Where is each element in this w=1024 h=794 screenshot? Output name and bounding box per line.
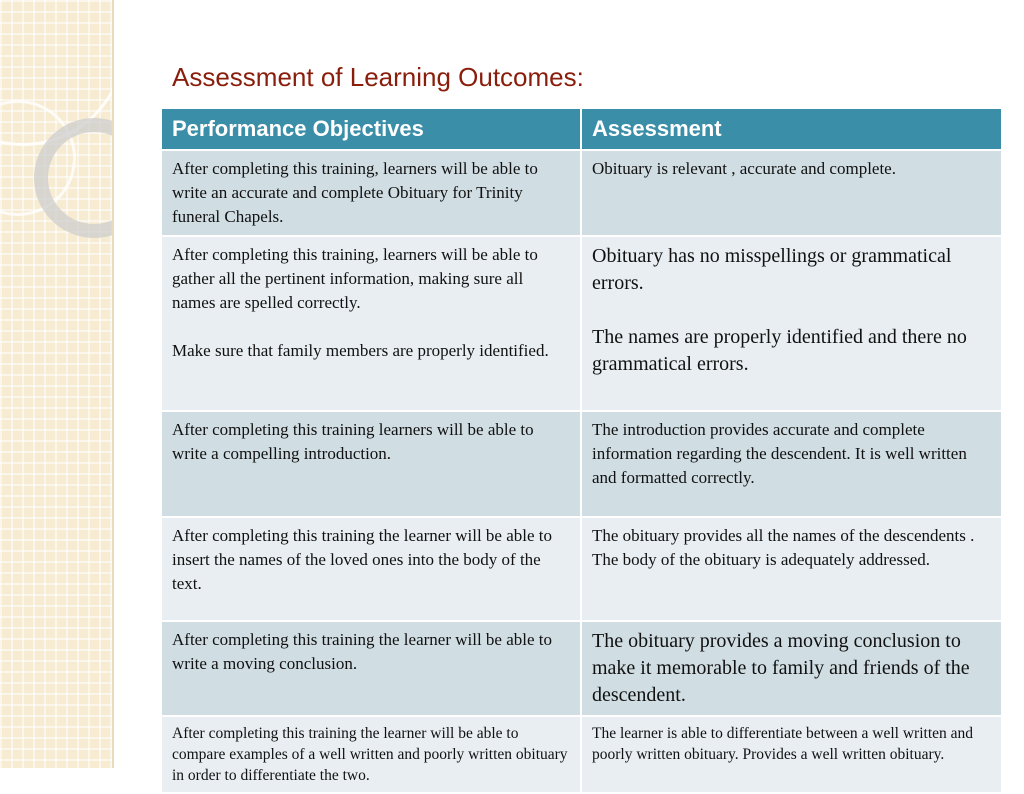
table-row [161,411,1002,517]
cell-text: After completing this training learners will be able to write a compelling introduction. [172,420,534,463]
cell-text: The learner is able to differentiate between a well written and poorly written obituary. Provides a well written obituary. [592,725,974,763]
assessment-cell [581,517,1002,621]
cell-text: After completing this training the learner will be able to compare examples of a well written and poorly written obituary in order to differentiate the two. [172,725,568,784]
cell-text: Obituary is relevant , accurate and complete. [592,159,896,178]
cell-text: After completing this training the learner will be able to write a moving conclusion. [172,630,553,673]
objective-cell [161,517,581,621]
objective-cell [161,716,581,793]
table-header-row [161,108,1002,150]
cell-text: The introduction provides accurate and complete information regarding the descendent. It is well written and formatted correctly. [592,420,967,487]
table-row [161,150,1002,236]
cell-text: The obituary provides a moving conclusion to make it memorable to family and friends of the descendent. [592,630,970,706]
cell-text: After completing this training the learner will be able to insert the names of the loved ones into the body of the text. [172,526,553,593]
cell-text: Obituary has no misspellings or grammatical errors. [592,245,952,294]
assessment-cell [581,150,1002,236]
cell-text: Make sure that family members are properly identified. [172,341,549,360]
cell-text: After completing this training, learners will be able to gather all the pertinent information, making sure all names are spelled correctly. [172,245,538,312]
cell-text: After completing this training, learners will be able to write an accurate and complete Obituary for Trinity funeral Chapels. [172,159,538,226]
assessment-cell [581,621,1002,716]
objective-cell [161,621,581,716]
sidebar-edge [112,0,114,768]
assessment-cell [581,411,1002,517]
table-row [161,716,1002,793]
header-performance-objectives: Performance Objectives [161,108,581,150]
table-row [161,621,1002,716]
assessment-cell [581,716,1002,793]
outcomes-table [160,107,1003,794]
cell-text: The names are properly identified and there no grammatical errors. [592,326,967,375]
objective-cell [161,236,581,411]
decorative-sidebar [0,0,114,768]
cell-text: The obituary provides all the names of the descendents . The body of the obituary is adequately addressed. [592,526,975,569]
slide-title: Assessment of Learning Outcomes: [172,62,584,92]
header-assessment: Assessment [581,108,1002,150]
table-row [161,517,1002,621]
objective-cell [161,411,581,517]
objective-cell [161,150,581,236]
table-row [161,236,1002,411]
assessment-cell [581,236,1002,411]
